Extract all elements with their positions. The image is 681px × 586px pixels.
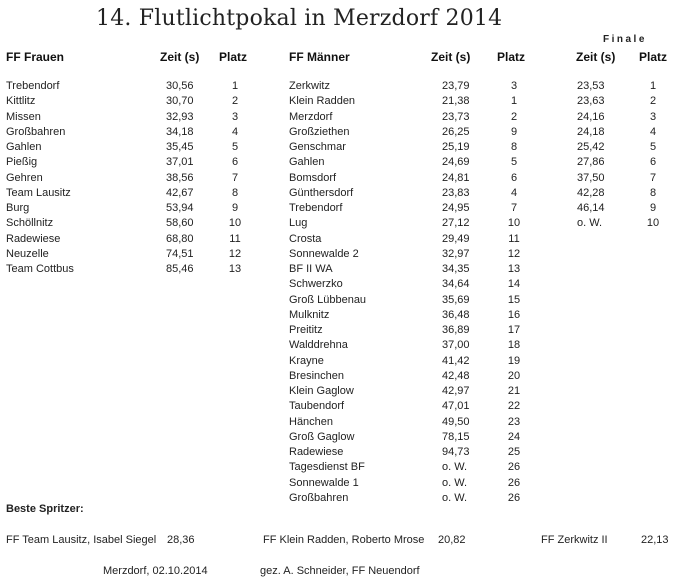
zeit-value: 23,83: [442, 186, 470, 199]
platz-value: 18: [507, 339, 521, 352]
platz-value: 17: [507, 324, 521, 336]
team-name: Preititz: [289, 324, 323, 336]
zeit-value: 25,19: [442, 141, 470, 153]
platz-value: 6: [231, 156, 239, 169]
best-spritzer-label: Beste Spritzer:: [6, 503, 84, 515]
zeit-value: 46,14: [577, 202, 605, 214]
zeit-value: 35,45: [166, 141, 194, 153]
best-maenner-zeit: 20,82: [438, 534, 466, 546]
platz-value: 5: [649, 141, 657, 153]
zeit-value: 36,89: [442, 324, 470, 336]
team-name: Crosta: [289, 232, 322, 245]
team-name: Kittlitz: [6, 95, 36, 108]
zeit-value: 27,12: [442, 217, 470, 230]
team-name: Gehren: [6, 171, 43, 184]
platz-value: 9: [231, 202, 239, 214]
platz-value: 15: [507, 293, 521, 306]
zeit-value: 30,56: [166, 80, 194, 92]
team-name: Großbahren: [289, 491, 349, 504]
platz-value: 10: [507, 217, 521, 230]
platz-value: 14: [507, 278, 521, 291]
platz-value: 26: [507, 491, 521, 504]
zeit-value: 37,01: [166, 156, 194, 169]
zeit-value: 24,16: [577, 110, 605, 123]
platz-value: 8: [231, 186, 239, 199]
zeit-value: 42,28: [577, 186, 605, 199]
platz-value: 26: [507, 476, 521, 489]
team-name: Gahlen: [289, 156, 325, 169]
platz-value: 9: [649, 202, 657, 214]
platz-value: 2: [649, 95, 657, 108]
zeit-value: 74,51: [166, 247, 194, 260]
zeit-value: 24,69: [442, 156, 470, 169]
platz-value: 7: [510, 202, 518, 214]
team-name: Team Cottbus: [6, 263, 74, 275]
zeit-value: 23,53: [577, 80, 605, 92]
platz-value: 4: [510, 186, 518, 199]
platz-value: 9: [510, 125, 518, 138]
platz-value: 6: [510, 171, 518, 184]
platz-value: 4: [231, 125, 239, 138]
platz-value: 1: [649, 80, 657, 92]
zeit-value: 21,38: [442, 95, 470, 108]
team-name: Groß Lübbenau: [289, 293, 367, 306]
platz-value: 1: [231, 80, 239, 92]
zeit-value: 37,50: [577, 171, 605, 184]
platz-value: 11: [508, 232, 520, 245]
zeit-value: 68,80: [166, 232, 194, 245]
platz-value: 4: [649, 125, 657, 138]
zeit-value: 23,73: [442, 110, 470, 123]
header-finale-label: Finale: [603, 34, 647, 45]
platz-value: 13: [507, 263, 521, 275]
zeit-value: 53,94: [166, 202, 194, 214]
zeit-value: 24,95: [442, 202, 470, 214]
zeit-value: o. W.: [442, 491, 468, 504]
zeit-value: 34,18: [166, 125, 194, 138]
zeit-value: 25,42: [577, 141, 605, 153]
platz-value: 16: [507, 308, 521, 321]
zeit-value: 78,15: [442, 430, 470, 443]
platz-value: 3: [649, 110, 657, 123]
platz-value: 7: [231, 171, 239, 184]
team-name: Klein Radden: [289, 95, 356, 108]
zeit-value: 30,70: [166, 95, 194, 108]
team-name: Zerkwitz: [289, 80, 330, 92]
team-name: Mulknitz: [289, 308, 330, 321]
team-name: Gahlen: [6, 141, 42, 153]
zeit-value: 41,42: [442, 354, 470, 367]
team-name: Team Lausitz: [6, 186, 71, 199]
platz-value: 25: [507, 446, 521, 458]
page-title: 14. Flutlichtpokal in Merzdorf 2014: [96, 6, 503, 31]
team-name: Tagesdienst BF: [289, 461, 365, 474]
team-name: Bomsdorf: [289, 171, 337, 184]
platz-value: 20: [507, 369, 521, 382]
team-name: Klein Gaglow: [289, 385, 354, 397]
zeit-value: 35,69: [442, 293, 470, 306]
team-name: BF II WA: [289, 263, 333, 275]
platz-value: 3: [510, 80, 518, 92]
team-name: Walddrehna: [289, 339, 348, 352]
platz-value: 8: [510, 141, 518, 153]
platz-value: 8: [649, 186, 657, 199]
best-finale-zeit: 22,13: [641, 534, 669, 546]
zeit-value: 36,48: [442, 308, 470, 321]
team-name: Großbahren: [6, 125, 66, 138]
team-name: Bresinchen: [289, 369, 345, 382]
footer-place-date: Merzdorf, 02.10.2014: [103, 565, 208, 577]
team-name: Trebendorf: [6, 80, 60, 92]
best-frauen-name: FF Team Lausitz, Isabel Siegel: [6, 534, 157, 546]
zeit-value: 85,46: [166, 263, 194, 275]
platz-value: 12: [228, 247, 242, 260]
zeit-value: 26,25: [442, 125, 470, 138]
team-name: Sonnewalde 2: [289, 247, 359, 260]
team-name: Lug: [289, 217, 308, 230]
zeit-value: 23,63: [577, 95, 605, 108]
header-frauen-team: FF Frauen: [6, 50, 65, 64]
platz-value: 3: [231, 110, 239, 123]
zeit-value: 24,18: [577, 125, 605, 138]
header-maenner-platz: Platz: [497, 50, 526, 64]
zeit-value: 58,60: [166, 217, 194, 230]
zeit-value: 49,50: [442, 415, 470, 428]
platz-value: 23: [507, 415, 521, 428]
team-name: Groß Gaglow: [289, 430, 355, 443]
header-frauen-platz: Platz: [219, 50, 248, 64]
header-frauen-zeit: Zeit (s): [160, 50, 200, 64]
zeit-value: 34,64: [442, 278, 470, 291]
zeit-value: 23,79: [442, 80, 470, 92]
platz-value: 26: [507, 461, 521, 474]
team-name: Burg: [6, 202, 30, 214]
header-maenner-zeit: Zeit (s): [431, 50, 471, 64]
platz-value: 2: [231, 95, 239, 108]
team-name: Neuzelle: [6, 247, 49, 260]
platz-value: 6: [649, 156, 657, 169]
zeit-value: 32,93: [166, 110, 194, 123]
platz-value: 22: [507, 400, 521, 413]
zeit-value: 27,86: [577, 156, 605, 169]
team-name: Radewiese: [6, 232, 61, 245]
platz-value: 21: [507, 385, 521, 397]
platz-value: 10: [228, 217, 242, 230]
platz-value: 5: [231, 141, 239, 153]
platz-value: 13: [228, 263, 242, 275]
platz-value: 19: [507, 354, 521, 367]
team-name: Sonnewalde 1: [289, 476, 359, 489]
team-name: Taubendorf: [289, 400, 345, 413]
zeit-value: 42,67: [166, 186, 194, 199]
zeit-value: 94,73: [442, 446, 470, 458]
platz-value: 5: [510, 156, 518, 169]
team-name: Schwerzko: [289, 278, 343, 291]
team-name: Trebendorf: [289, 202, 343, 214]
team-name: Merzdorf: [289, 110, 333, 123]
zeit-value: o. W.: [577, 217, 603, 230]
zeit-value: o. W.: [442, 476, 468, 489]
platz-value: 10: [646, 217, 660, 230]
platz-value: 7: [649, 171, 657, 184]
team-name: Krayne: [289, 354, 324, 367]
zeit-value: 47,01: [442, 400, 470, 413]
team-name: Genschmar: [289, 141, 346, 153]
zeit-value: o. W.: [442, 461, 468, 474]
footer-signature: gez. A. Schneider, FF Neuendorf: [260, 565, 420, 577]
zeit-value: 32,97: [442, 247, 470, 260]
zeit-value: 42,48: [442, 369, 470, 382]
platz-value: 1: [510, 95, 518, 108]
team-name: Großziethen: [289, 125, 350, 138]
zeit-value: 24,81: [442, 171, 470, 184]
best-maenner-name: FF Klein Radden, Roberto Mrose: [263, 534, 425, 546]
zeit-value: 42,97: [442, 385, 470, 397]
zeit-value: 34,35: [442, 263, 470, 275]
platz-value: 24: [507, 430, 521, 443]
header-finale-platz: Platz: [639, 50, 668, 64]
zeit-value: 38,56: [166, 171, 194, 184]
team-name: Schöllnitz: [6, 217, 54, 230]
platz-value: 11: [229, 232, 241, 245]
platz-value: 12: [507, 247, 521, 260]
zeit-value: 29,49: [442, 232, 470, 245]
team-name: Hänchen: [289, 415, 334, 428]
team-name: Radewiese: [289, 446, 344, 458]
header-maenner-team: FF Männer: [289, 50, 350, 64]
team-name: Pießig: [6, 156, 38, 169]
zeit-value: 37,00: [442, 339, 470, 352]
team-name: Missen: [6, 110, 41, 123]
team-name: Günthersdorf: [289, 186, 354, 199]
header-finale-zeit: Zeit (s): [576, 50, 616, 64]
platz-value: 2: [510, 110, 518, 123]
best-frauen-zeit: 28,36: [167, 534, 195, 546]
best-finale-name: FF Zerkwitz II: [541, 534, 608, 546]
